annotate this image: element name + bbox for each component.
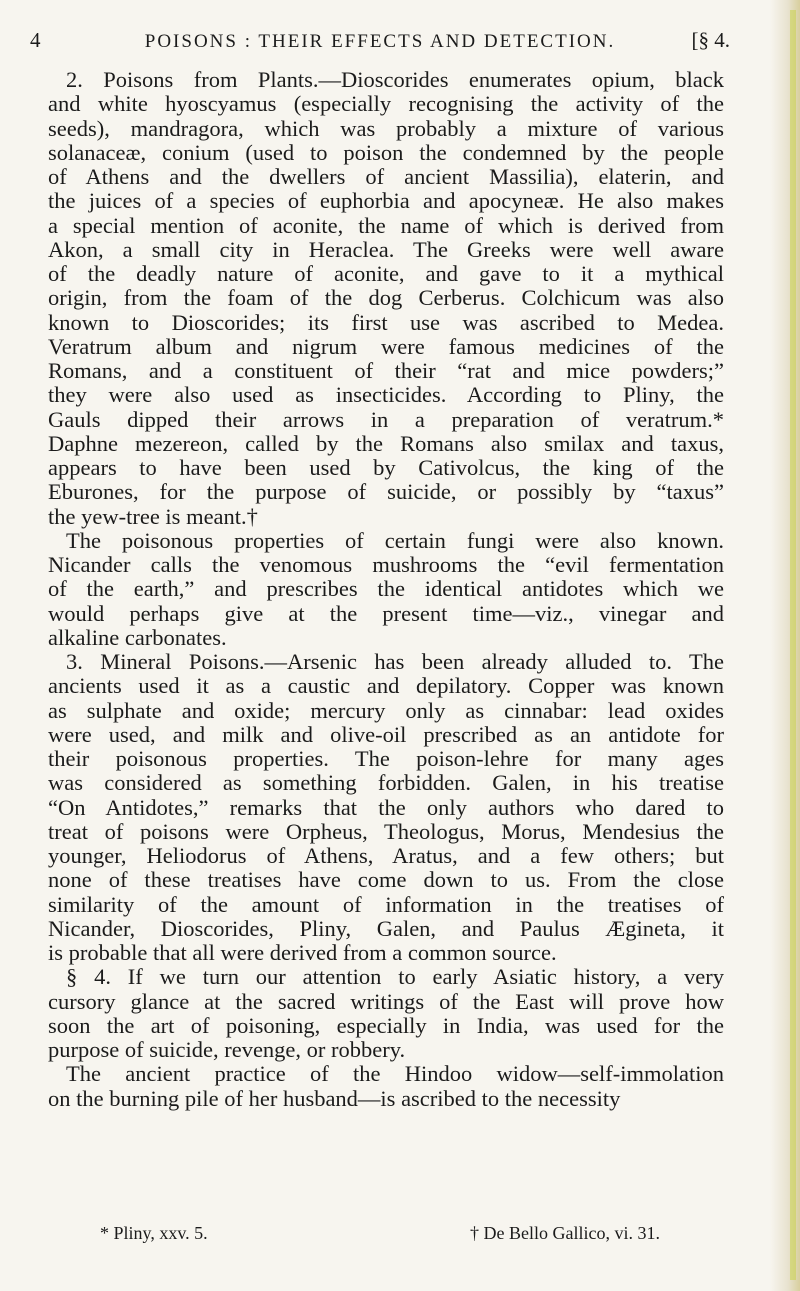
text-line: seeds), mandragora, which was probably a mixture of various: [48, 116, 724, 141]
text-line: was considered as something forbidden. Galen, in his treatise: [48, 771, 724, 796]
text-line: solanaceæ, conium (used to poison the condemned by the people: [48, 140, 724, 165]
text-line: soon the art of poisoning, especially in India, was used for the: [48, 1013, 724, 1038]
page-number: 4: [30, 28, 41, 52]
text-line: The poisonous properties of certain fungi were also known.: [66, 528, 724, 553]
edge-bar: [790, 10, 796, 1280]
text-line: 3. Mineral Poisons.—Arsenic has been already alluded to. The: [66, 650, 724, 674]
text-line: the yew-tree is meant.†: [48, 504, 258, 529]
text-line: were used, and milk and olive-oil prescribed as an antidote for: [48, 722, 724, 747]
text-line: would perhaps give at the present time—viz., vinegar and: [48, 601, 724, 626]
text-line: the juices of a species of euphorbia and apocyneæ. He also makes: [48, 189, 724, 214]
text-line: Nicander, Dioscorides, Pliny, Galen, and Paulus Ægineta, it: [48, 916, 724, 941]
text-line: similarity of the amount of information in the treatises of: [48, 892, 724, 917]
text-line: The ancient practice of the Hindoo widow—self-immolation: [66, 1062, 724, 1087]
text-line: alkaline carbonates.: [48, 625, 227, 650]
text-line: cursory glance at the sacred writings of the East will prove how: [48, 989, 724, 1014]
text-line: Eburones, for the purpose of suicide, or possibly by “taxus”: [48, 480, 724, 505]
text-line: origin, from the foam of the dog Cerberus. Colchicum was also: [48, 286, 724, 311]
text-line: Nicander calls the venomous mushrooms the “evil fermentation: [48, 553, 724, 577]
text-line: as sulphate and oxide; mercury only as cinnabar: lead oxides: [48, 698, 724, 723]
text-line: their poisonous properties. The poison-lehre for many ages: [48, 747, 724, 771]
text-line: treat of poisons were Orpheus, Theologus, Morus, Mendesius the: [48, 819, 724, 844]
page-edge: [770, 0, 800, 1291]
text-line: Gauls dipped their arrows in a preparation of veratrum.*: [48, 407, 724, 432]
text-line: of Athens and the dwellers of ancient Massilia), elaterin, and: [48, 165, 724, 189]
text-line: Romans, and a constituent of their “rat and mice powders;”: [48, 359, 724, 383]
text-line: Veratrum album and nigrum were famous medicines of the: [48, 334, 724, 359]
footnotes: [100, 1223, 660, 1244]
text-line: known to Dioscorides; its first use was ascribed to Medea.: [48, 310, 724, 335]
text-line: § 4. If we turn our attention to early Asiatic history, a very: [66, 965, 724, 990]
text-line: ancients used it as a caustic and depilatory. Copper was known: [48, 674, 724, 699]
text-line: a special mention of aconite, the name of which is derived from: [48, 213, 724, 238]
text-line: purpose of suicide, revenge, or robbery.: [48, 1038, 406, 1062]
section-marker: [§ 4.: [691, 28, 730, 52]
text-line: Akon, a small city in Heraclea. The Greeks were well aware: [48, 237, 724, 262]
text-line: 2. Poisons from Plants.—Dioscorides enumerates opium, black: [66, 68, 724, 92]
text-line: Daphne mezereon, called by the Romans also smilax and taxus,: [48, 431, 724, 456]
text-line: none of these treatises have come down to us. From the close: [48, 868, 724, 893]
text-line: younger, Heliodorus of Athens, Aratus, and a few others; but: [48, 844, 724, 868]
text-line: they were also used as insecticides. According to Pliny, the: [48, 383, 724, 408]
text-line: appears to have been used by Cativolcus, the king of the: [48, 456, 724, 480]
running-title: POISONS : THEIR EFFECTS AND DETECTION.: [144, 31, 616, 52]
text-line: is probable that all were derived from a common source.: [48, 941, 557, 965]
text-line: on the burning pile of her husband—is ascribed to the necessity: [48, 1086, 621, 1111]
footnote-pliny: * Pliny, xxv. 5.: [100, 1223, 208, 1243]
text-line: of the earth,” and prescribes the identical antidotes which we: [48, 577, 724, 602]
text-line: and white hyoscyamus (especially recognising the activity of the: [48, 92, 724, 117]
text-line: of the deadly nature of aconite, and gave to it a mythical: [48, 262, 724, 286]
text-line: “On Antidotes,” remarks that the only authors who dared to: [48, 795, 724, 820]
running-header: [30, 28, 730, 62]
body-text: [48, 68, 724, 1111]
footnote-de-bello-gallico: † De Bello Gallico, vi. 31.: [470, 1223, 660, 1243]
